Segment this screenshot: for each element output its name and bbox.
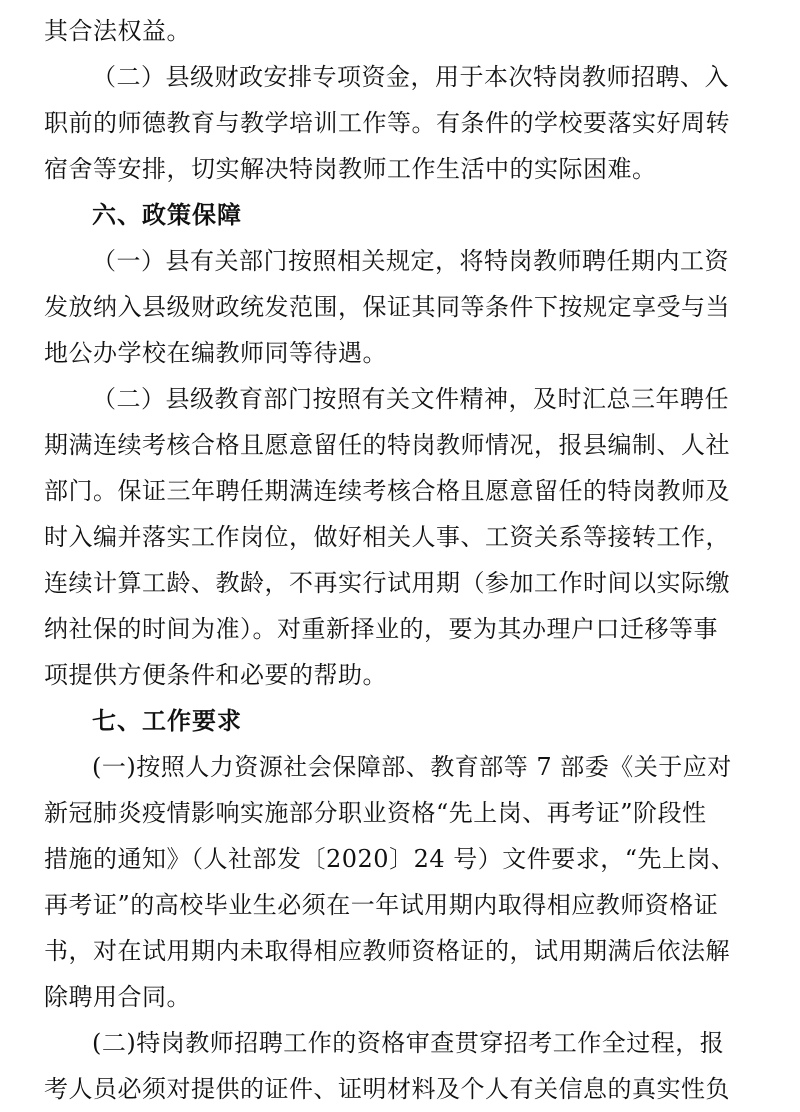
paragraph-start: (一)按照人力资源社会保障部、教育部等 7 部委《关于应对 bbox=[92, 753, 732, 781]
text-line: 书，对在试用期内未取得相应教师资格证的，试用期满后依法解 bbox=[44, 937, 730, 965]
paragraph-start: （二）县级财政安排专项资金，用于本次特岗教师招聘、入 bbox=[92, 63, 729, 91]
paragraph-start: （二）县级教育部门按照有关文件精神，及时汇总三年聘任 bbox=[92, 385, 729, 413]
text-line: 纳社保的时间为准）。对重新择业的，要为其办理户口迁移等事 bbox=[44, 615, 718, 643]
text-line: 地公办学校在编教师同等待遇。 bbox=[44, 339, 387, 367]
section-heading: 六、政策保障 bbox=[92, 200, 242, 229]
text-line: 时入编并落实工作岗位，做好相关人事、工资关系等接转工作， bbox=[44, 523, 730, 551]
text-line: 新冠肺炎疫情影响实施部分职业资格“先上岗、再考证”阶段性 bbox=[44, 799, 707, 827]
text-line: 职前的师德教育与教学培训工作等。有条件的学校要落实好周转 bbox=[44, 109, 730, 137]
text-line: 考人员必须对提供的证件、证明材料及个人有关信息的真实性负 bbox=[44, 1075, 730, 1103]
text-line: 再考证”的高校毕业生必须在一年试用期内取得相应教师资格证 bbox=[44, 891, 719, 919]
section-heading: 七、工作要求 bbox=[92, 706, 242, 735]
text-line: 其合法权益。 bbox=[44, 17, 191, 45]
text-line: 宿舍等安排，切实解决特岗教师工作生活中的实际困难。 bbox=[44, 155, 657, 183]
text-line: 连续计算工龄、教龄，不再实行试用期（参加工作时间以实际缴 bbox=[44, 569, 730, 597]
paragraph-start: （一）县有关部门按照相关规定，将特岗教师聘任期内工资 bbox=[92, 247, 729, 275]
text-line: 除聘用合同。 bbox=[44, 983, 191, 1011]
text-line: 发放纳入县级财政统发范围，保证其同等条件下按规定享受与当 bbox=[44, 293, 730, 321]
text-line: 项提供方便条件和必要的帮助。 bbox=[44, 661, 387, 689]
paragraph-start: (二)特岗教师招聘工作的资格审查贯穿招考工作全过程，报 bbox=[92, 1029, 725, 1057]
text-line: 措施的通知》（人社部发〔2020〕24 号）文件要求，“先上岗、 bbox=[44, 845, 736, 873]
text-line: 期满连续考核合格且愿意留任的特岗教师情况，报县编制、人社 bbox=[44, 431, 730, 459]
text-line: 部门。保证三年聘任期满连续考核合格且愿意留任的特岗教师及 bbox=[44, 477, 730, 505]
